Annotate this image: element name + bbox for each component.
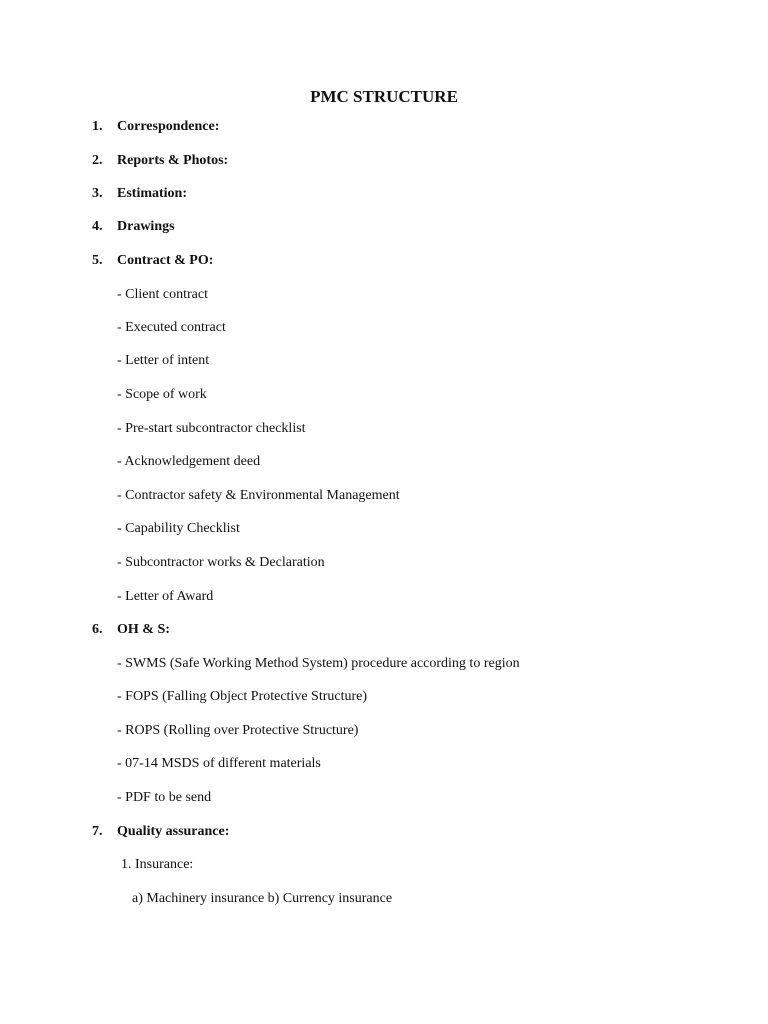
section-number: 2. xyxy=(92,153,103,168)
section-heading-drawings: Drawings xyxy=(117,219,175,234)
page-title: PMC STRUCTURE xyxy=(310,87,458,106)
section-number: 1. xyxy=(92,119,103,134)
section-number: 7. xyxy=(92,824,103,839)
list-item: - Acknowledgement deed xyxy=(117,454,261,469)
section-heading-correspondence: Correspondence: xyxy=(117,119,220,134)
section-number: 6. xyxy=(92,622,103,637)
list-item: - Client contract xyxy=(117,287,208,302)
sub-item-label: 1. Insurance: xyxy=(121,857,194,872)
list-item: - PDF to be send xyxy=(117,790,212,805)
list-item: - 07-14 MSDS of different materials xyxy=(117,756,321,771)
section-heading-estimation: Estimation: xyxy=(117,186,187,201)
list-item: - ROPS (Rolling over Protective Structure) xyxy=(117,723,359,738)
list-item: - Executed contract xyxy=(117,320,226,335)
section-heading-oh-s: OH & S: xyxy=(117,622,170,637)
list-item: - FOPS (Falling Object Protective Structure) xyxy=(117,689,368,704)
section-heading-quality-assurance: Quality assurance: xyxy=(117,824,230,839)
list-item: - Pre-start subcontractor checklist xyxy=(117,421,306,436)
list-item: - Letter of intent xyxy=(117,353,210,368)
list-item: - Contractor safety & Environmental Management xyxy=(117,488,400,503)
list-item: - Scope of work xyxy=(117,387,207,402)
sub-item-detail: a) Machinery insurance b) Currency insurance xyxy=(132,891,393,906)
list-item: - Subcontractor works & Declaration xyxy=(117,555,325,570)
section-number: 5. xyxy=(92,253,103,268)
list-item: - Capability Checklist xyxy=(117,521,240,536)
section-heading-contract-po: Contract & PO: xyxy=(117,253,214,268)
section-number: 4. xyxy=(92,219,103,234)
list-item: - Letter of Award xyxy=(117,589,214,604)
section-heading-reports-photos: Reports & Photos: xyxy=(117,153,229,168)
list-item: - SWMS (Safe Working Method System) procedure according to region xyxy=(117,656,520,671)
section-number: 3. xyxy=(92,186,103,201)
